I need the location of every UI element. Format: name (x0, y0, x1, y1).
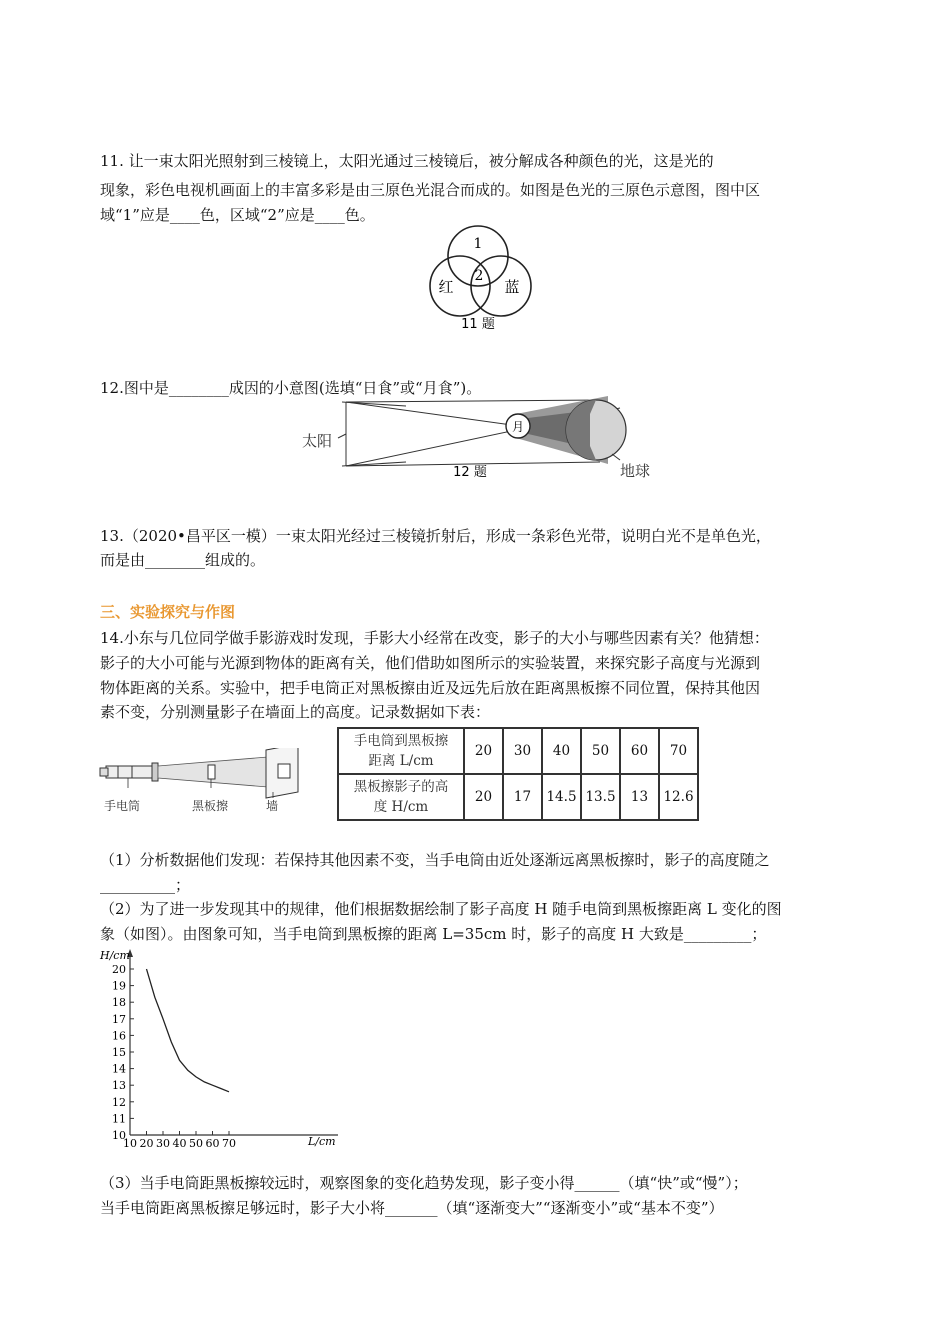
y-tick-label: 13 (112, 1079, 126, 1093)
table-cell: 17 (503, 774, 542, 820)
section-title: 三、实验探究与作图 (100, 603, 236, 621)
eclipse-figure (290, 392, 670, 484)
series-line (147, 969, 230, 1092)
wall-label: 墙 (266, 799, 279, 813)
blue-label: 蓝 (504, 278, 520, 296)
y-tick-label: 10 (112, 1129, 126, 1142)
table-cell: 13.5 (581, 774, 620, 820)
red-label: 红 (438, 278, 454, 296)
figure-12-caption: 12 题 (453, 465, 487, 480)
table-header-cell: 手电筒到黑板擦 距离 L/cm (338, 728, 464, 774)
earth-label: 地球 (620, 462, 651, 480)
q14-part3-line-2: 当手电筒距离黑板擦足够远时，影子大小将_______（填“逐渐变大”“逐渐变小”或“基本不变”） (100, 1199, 724, 1217)
eraser-icon (208, 765, 215, 779)
q11-line-3: 域“1”应是____色，区域“2”应是____色。 (100, 206, 375, 224)
q14-part1-line-2: __________； (100, 876, 191, 894)
table-cell: 40 (542, 728, 581, 774)
y-tick-label: 14 (112, 1062, 126, 1076)
x-tick-label: 20 (139, 1137, 154, 1150)
moon-label: 月 (511, 420, 525, 434)
flashlight-label: 手电筒 (104, 799, 141, 813)
region-2-label: 2 (474, 268, 484, 284)
q13-line-2: 而是由________组成的。 (100, 551, 266, 569)
eraser-label: 黑板擦 (192, 799, 229, 813)
y-axis-label: H/cm (100, 949, 130, 962)
y-tick-label: 15 (112, 1046, 126, 1059)
x-tick-label: 10 (123, 1137, 137, 1150)
table-cell: 14.5 (542, 774, 581, 820)
table-row (338, 774, 698, 820)
q14-line-4: 素不变，分别测量影子在墙面上的高度。记录数据如下表： (100, 703, 491, 721)
y-tick-label: 12 (112, 1095, 126, 1109)
q13-line-1: 13.（2020•昌平区一模）一束太阳光经过三棱镜折射后，形成一条彩色光带，说明白光不是单色光， (100, 527, 771, 545)
apparatus-figure (98, 748, 320, 818)
table-row (338, 728, 698, 774)
q14-part2-line-1: （2）为了进一步发现其中的规律，他们根据数据绘制了影子高度 H 随手电筒到黑板擦距离 L 变化的图 (100, 900, 782, 918)
table-cell: 30 (503, 728, 542, 774)
shadow-height-chart (98, 945, 348, 1150)
y-tick-label: 20 (112, 963, 126, 976)
table-header-cell: 黑板擦影子的高 度 H/cm (338, 774, 464, 820)
flashlight-icon (106, 766, 152, 778)
q14-part3-line-1: （3）当手电筒距黑板擦较远时，观察图象的变化趋势发现，影子变小得______（填“快”或“慢”）； (100, 1174, 748, 1192)
x-tick-label: 60 (205, 1137, 220, 1150)
table-cell: 13 (620, 774, 659, 820)
q12-line-1: 12.图中是________成因的小意图(选填“日食”或“月食”)。 (100, 379, 482, 397)
q14-line-1: 14.小东与几位同学做手影游戏时发现，手影大小经常在改变，影子的大小与哪些因素有关？他猜想： (100, 629, 769, 647)
x-tick-label: 30 (156, 1137, 170, 1150)
x-axis-label: L/cm (308, 1135, 336, 1148)
sun-label: 太阳 (302, 432, 333, 450)
x-tick-label: 40 (172, 1137, 187, 1150)
y-tick-label: 18 (112, 996, 126, 1010)
table-cell: 50 (581, 728, 620, 774)
table-cell: 70 (659, 728, 698, 774)
table-cell: 60 (620, 728, 659, 774)
y-tick-label: 19 (112, 979, 126, 993)
y-tick-label: 17 (112, 1012, 126, 1026)
data-table (337, 727, 699, 821)
region-1-label: 1 (473, 236, 483, 252)
table-cell: 20 (464, 728, 503, 774)
three-primary-colors-figure (420, 222, 542, 334)
y-tick-label: 11 (112, 1112, 126, 1126)
y-tick-label: 16 (112, 1029, 126, 1043)
q14-part2-line-2: 象（如图）。由图象可知，当手电筒到黑板擦的距离 L=35cm 时，影子的高度 H 大致是_________； (100, 925, 767, 943)
x-tick-label: 70 (222, 1137, 236, 1150)
table-cell: 20 (464, 774, 503, 820)
table-cell: 12.6 (659, 774, 698, 820)
figure-11-caption: 11 题 (461, 317, 495, 332)
x-tick-label: 50 (189, 1137, 203, 1150)
q14-part1-line-1: （1）分析数据他们发现：若保持其他因素不变，当手电筒由近处逐渐远离黑板擦时，影子的高度随之 (100, 851, 770, 869)
q11-line-1: 11. 让一束太阳光照射到三棱镜上，太阳光通过三棱镜后，被分解成各种颜色的光，这是光的 (100, 152, 714, 170)
q14-line-3: 物体距离的关系。实验中，把手电筒正对黑板擦由近及远先后放在距离黑板擦不同位置，保持其他因 (100, 679, 761, 697)
q11-line-2: 现象，彩色电视机画面上的丰富多彩是由三原色光混合而成的。如图是色光的三原色示意图，图中区 (100, 181, 761, 199)
q14-line-2: 影子的大小可能与光源到物体的距离有关，他们借助如图所示的实验装置，来探究影子高度与光源到 (100, 654, 761, 672)
